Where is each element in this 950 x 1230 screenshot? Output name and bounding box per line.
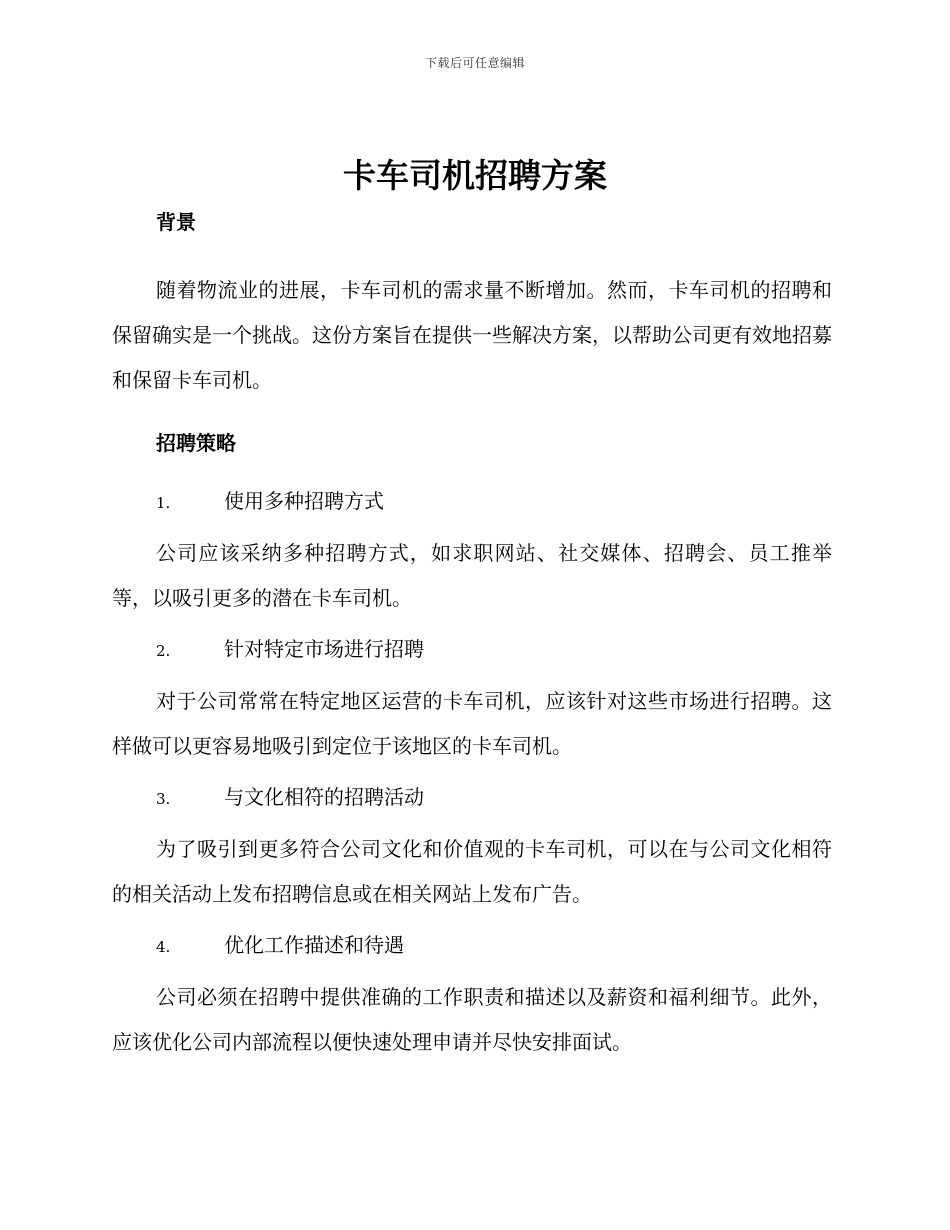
list-label: 针对特定市场进行招聘 <box>224 637 424 661</box>
list-number: 3. <box>156 790 171 808</box>
list-item-3 <box>112 779 832 817</box>
list-label: 使用多种招聘方式 <box>224 489 384 513</box>
list-item-2 <box>112 631 832 669</box>
document-title: 卡车司机招聘方案 <box>343 156 607 195</box>
list-item-4 <box>112 927 832 965</box>
page-header: 下载后可任意编辑 <box>424 56 525 70</box>
list-item-1 <box>112 483 832 521</box>
list-number: 2. <box>156 642 171 660</box>
section-heading-strategy: 招聘策略 <box>156 431 236 455</box>
strategy-paragraph-2: 对于公司常常在特定地区运营的卡车司机，应该针对这些市场进行招聘。这样做可以更容易地吸引到定位于该地区的卡车司机。 <box>112 689 832 758</box>
background-paragraph: 随着物流业的进展，卡车司机的需求量不断增加。然而，卡车司机的招聘和保留确实是一个挑战。这份方案旨在提供一些解决方案，以帮助公司更有效地招募和保留卡车司机。 <box>112 278 832 392</box>
document-body <box>112 204 832 1065</box>
section-heading-background: 背景 <box>156 210 196 234</box>
list-label: 优化工作描述和待遇 <box>224 933 404 957</box>
strategy-paragraph-4: 公司必须在招聘中提供准确的工作职责和描述以及薪资和福利细节。此外，应该优化公司内部流程以便快速处理申请并尽快安排面试。 <box>112 985 832 1054</box>
strategy-paragraph-1: 公司应该采纳多种招聘方式，如求职网站、社交媒体、招聘会、员工推举等，以吸引更多的潜在卡车司机。 <box>112 541 832 610</box>
list-number: 4. <box>156 938 171 956</box>
strategy-paragraph-3: 为了吸引到更多符合公司文化和价值观的卡车司机，可以在与公司文化相符的相关活动上发布招聘信息或在相关网站上发布广告。 <box>112 837 832 906</box>
list-number: 1. <box>156 494 171 512</box>
list-label: 与文化相符的招聘活动 <box>224 785 424 809</box>
